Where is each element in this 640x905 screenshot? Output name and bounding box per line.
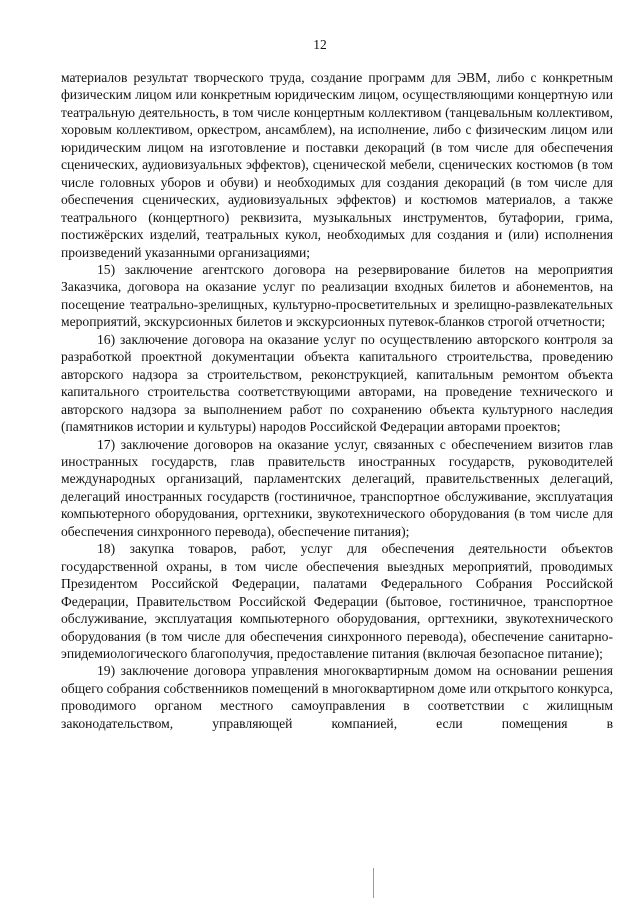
paragraph-item-16: 16) заключение договора на оказание услуг по осуществлению авторского контроля за разработкой проектной документации объекта капитального строительства, проведению авторского надзора за строительством, реконструкцией, капитальным ремонтом объекта капитального строительства соответствующими авторами, на проведение технического и авторского надзора за выполнением работ по сохранению объекта культурного наследия (памятников истории и культуры) народов Российской Федерации авторами проектов; (61, 331, 613, 435)
paragraph-item-19: 19) заключение договора управления многоквартирным домом на основании решения общего собрания собственников помещений в многоквартирном доме или открытого конкурса, проводимого органом местного самоуправления в соответствии с жилищным законодательством, управляющей компанией, если помещения в (61, 663, 613, 731)
paragraph-item-15: 15) заключение агентского договора на резервирование билетов на мероприятия Заказчика, договора на оказание услуг по реализации входных билетов и абонементов, на посещение театрально-зрелищных, культурно-просветительных и зрелищно-развлекательных мероприятий, экскурсионных билетов и экскурсионных путевок-бланков строгой отчетности; (61, 261, 613, 330)
paragraph-continuation-14: материалов результат творческого труда, создание программ для ЭВМ, либо с конкретным физическим лицом или конкретным юридическим лицом, осуществляющими концертную или театральную деятельность, в том числе концертным коллективом (танцевальным коллективом, хоровым коллективом, оркестром, ансамблем), на исполнение, либо с физическим лицом или юридическим лицом на изготовление и поставки декораций (в том числе для обеспечения сценических, аудиовизуальных эффектов), сценической мебели, сценических костюмов (в том числе головных уборов и обуви) и необходимых для создания декораций (в том числе для обеспечения сценических, аудиовизуальных эффектов) и костюмов материалов, а также театрального (концертного) реквизита, музыкальных инструментов, бутафории, грима, постижёрских изделий, театральных кукол, необходимых для создания и (или) исполнения произведений указанными организациями; (61, 70, 613, 260)
scan-artifact-line (373, 868, 374, 898)
page-number: 12 (313, 37, 327, 52)
paragraph-item-17: 17) заключение договоров на оказание услуг, связанных с обеспечением визитов глав иностранных государств, глав правительств иностранных государств, руководителей международных организаций, парламентских делегаций, правительственных делегаций, делегаций иностранных государств (гостиничное, транспортное обслуживание, эксплуатация компьютерного оборудования, оргтехники, звукотехнического оборудования (в том числе для обеспечения синхронного перевода), обеспечение питания); (61, 436, 613, 539)
paragraph-item-18: 18) закупка товаров, работ, услуг для обеспечения деятельности объектов государственной охраны, в том числе обеспечения выездных мероприятий, проводимых Президентом Российской Федерации, палатами Федерального Собрания Российской Федерации, Правительством Российской Федерации (бытовое, гостиничное, транспортное обслуживание, эксплуатация компьютерного оборудования, оргтехники, звукотехнического оборудования (в том числе для обеспечения синхронного перевода), обеспечение санитарно-эпидемиологического благополучия, предоставление питания (включая безопасное питание); (61, 541, 613, 661)
document-body (61, 69, 613, 732)
